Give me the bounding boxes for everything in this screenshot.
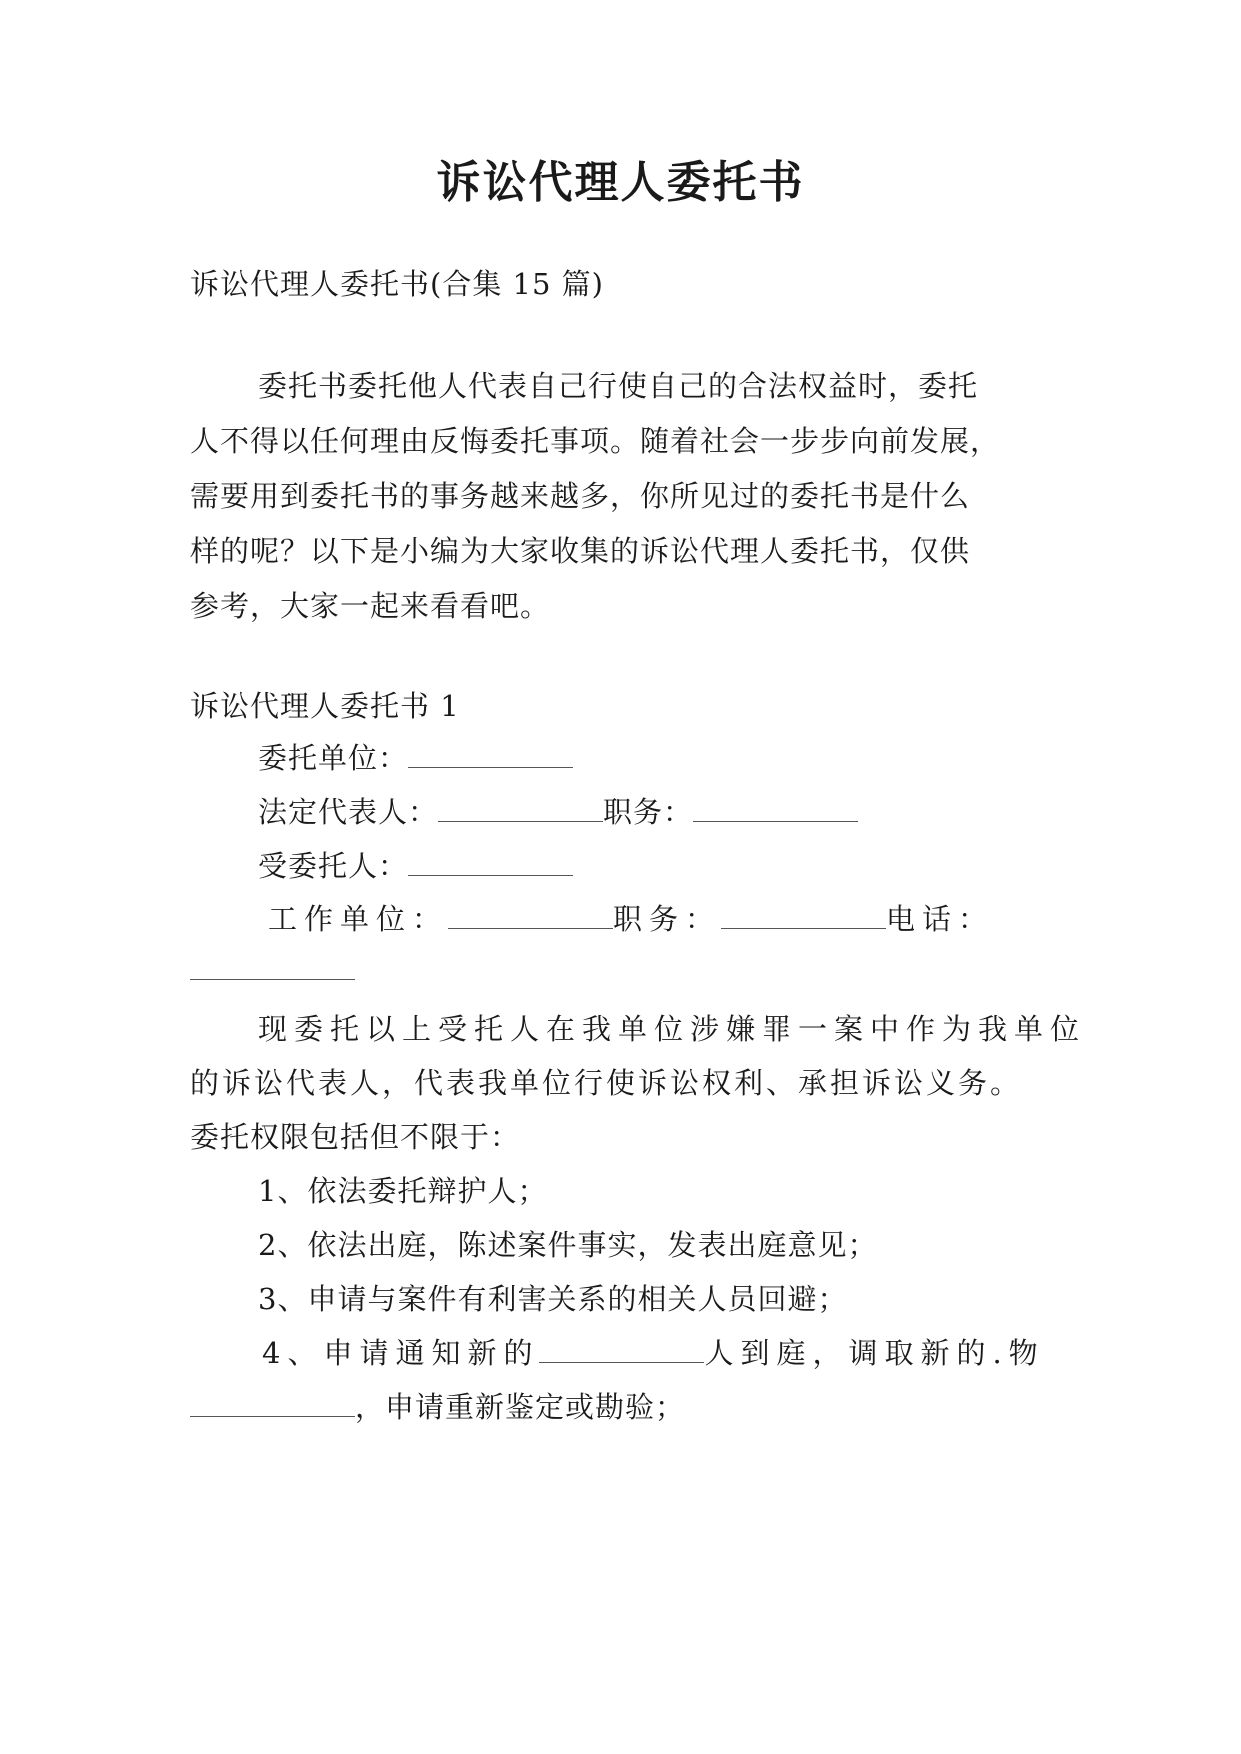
intro-line-4: 样的呢？以下是小编为大家收集的诉讼代理人委托书，仅供	[190, 534, 971, 568]
trustee-label: 受委托人：	[258, 849, 409, 883]
intro-line-2: 人不得以任何理由反悔委托事项。随着社会一步步向前发展，	[190, 424, 1001, 458]
document-title: 诉讼代理人委托书	[436, 157, 805, 208]
item-4-suffix: ，申请重新鉴定或勘验；	[355, 1390, 686, 1424]
body-line-1: 现委托以上受托人在我单位涉嫌罪一案中作为我单位	[258, 1012, 1087, 1046]
position-label: 职务：	[603, 795, 694, 829]
section1-heading: 诉讼代理人委托书 1	[190, 689, 460, 723]
body-line-2: 的诉讼代表人，代表我单位行使诉讼权利、承担诉讼义务。	[190, 1066, 1023, 1100]
item-2: 2、依法出庭，陈述案件事实，发表出庭意见；	[258, 1228, 878, 1262]
item-4-prefix: 4、申请通知新的	[262, 1336, 540, 1370]
intro-line-5: 参考，大家一起来看看吧。	[190, 589, 551, 623]
item-4-blank-2	[190, 1390, 355, 1417]
legal-rep-blank	[438, 795, 603, 822]
item-4-line-2	[190, 1387, 685, 1427]
phone-blank-line	[190, 950, 355, 990]
position2-blank	[721, 902, 886, 929]
legal-rep-label: 法定代表人：	[258, 795, 439, 829]
phone-blank	[190, 953, 355, 980]
body-line-3: 委托权限包括但不限于：	[190, 1120, 521, 1154]
item-4-blank-1	[539, 1336, 704, 1363]
phone-label: 电话：	[886, 902, 995, 936]
item-4-mid: 人到庭，调取新的.物	[704, 1336, 1045, 1370]
item-3: 3、申请与案件有利害关系的相关人员回避；	[258, 1282, 848, 1316]
document-subtitle: 诉讼代理人委托书(合集 15 篇)	[190, 267, 604, 301]
work-unit-label: 工作单位：	[268, 902, 449, 936]
field-work-unit	[268, 899, 994, 939]
position-blank	[693, 795, 858, 822]
item-4-line-1	[262, 1333, 1045, 1373]
work-unit-blank	[448, 902, 613, 929]
field-legal-rep	[258, 792, 858, 832]
position2-label: 职务：	[613, 902, 722, 936]
entrusting-unit-label: 委托单位：	[258, 741, 409, 775]
intro-line-3: 需要用到委托书的事务越来越多，你所见过的委托书是什么	[190, 479, 971, 513]
trustee-blank	[408, 849, 573, 876]
field-trustee	[258, 846, 573, 886]
item-1: 1、依法委托辩护人；	[258, 1174, 548, 1208]
entrusting-unit-blank	[408, 741, 573, 768]
intro-line-1: 委托书委托他人代表自己行使自己的合法权益时，委托	[258, 369, 979, 403]
field-entrusting-unit	[258, 738, 573, 778]
